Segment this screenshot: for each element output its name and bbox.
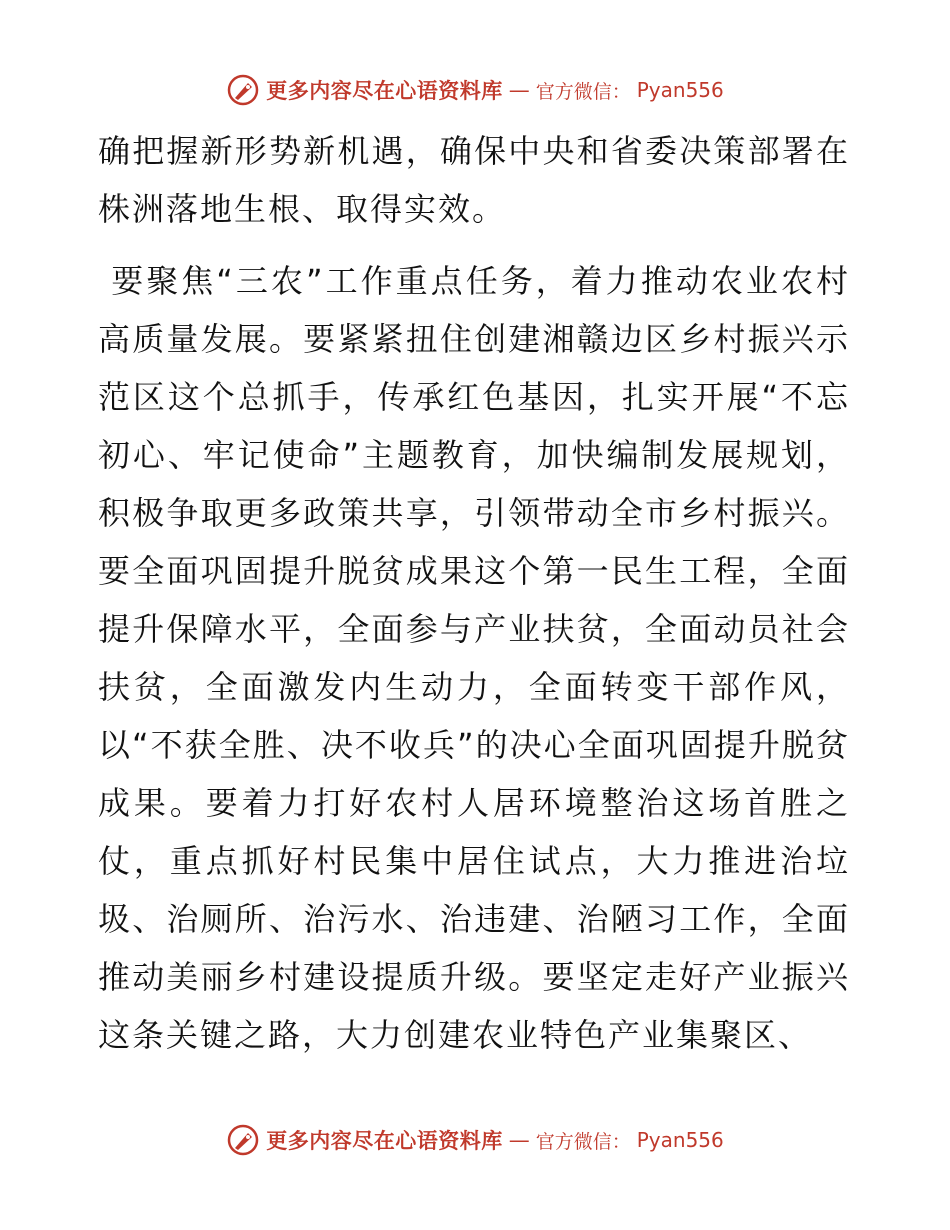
paragraph-1: 确把握新形势新机遇，确保中央和省委决策部署在株洲落地生根、取得实效。	[98, 132, 850, 228]
banner-title: 更多内容尽在心语资料库	[266, 1128, 503, 1153]
banner-separator: —	[508, 78, 530, 102]
banner-wechat-id: Pyan556	[636, 78, 724, 102]
header-banner	[0, 70, 950, 110]
pen-nib-circle-icon	[226, 73, 260, 107]
banner-official-label: 官方微信：	[535, 80, 631, 103]
document-body	[98, 122, 850, 1064]
banner-separator: —	[508, 1128, 530, 1152]
banner-official-label: 官方微信：	[535, 1130, 631, 1153]
banner-title: 更多内容尽在心语资料库	[266, 78, 503, 103]
paragraph-2: 要聚焦“三农”工作重点任务，着力推动农业农村高质量发展。要紧紧扭住创建湘赣边区乡村振兴示范区这个总抓手，传承红色基因，扎实开展“不忘初心、牢记使命”主题教育，加快编制发展规划，积极争取更多政策共享，引领带动全市乡村振兴。要全面巩固提升脱贫成果这个第一民生工程，全面提升保障水平，全面参与产业扶贫，全面动员社会扶贫，全面激发内生动力，全面转变干部作风，以“不获全胜、决不收兵”的决心全面巩固提升脱贫成果。要着力打好农村人居环境整治这场首胜之仗，重点抓好村民集中居住试点，大力推进治垃圾、治厕所、治污水、治违建、治陋习工作，全面推动美丽乡村建设提质升级。要坚定走好产业振兴这条关键之路，大力创建农业特色产业集聚区、	[98, 262, 850, 1054]
pen-nib-circle-icon	[226, 1123, 260, 1157]
banner-wechat-id: Pyan556	[636, 1128, 724, 1152]
footer-banner	[0, 1120, 950, 1160]
